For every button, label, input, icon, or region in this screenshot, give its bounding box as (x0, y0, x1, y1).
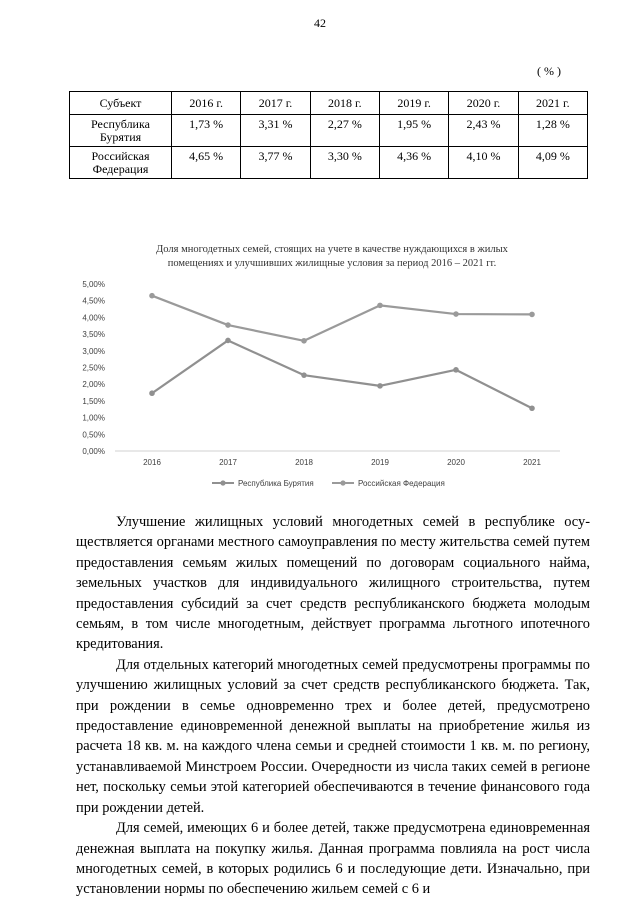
table-cell: 4,09 % (518, 147, 587, 179)
y-tick-label: 0,50% (82, 430, 105, 440)
y-tick-label: 3,50% (82, 330, 105, 340)
legend-marker (220, 480, 225, 485)
y-tick-label: 1,00% (82, 413, 105, 423)
table-cell: 4,10 % (449, 147, 518, 179)
data-point (453, 367, 459, 373)
table-cell: 3,30 % (310, 147, 379, 179)
data-point (149, 390, 155, 396)
table-header-cell: Субъект (70, 92, 172, 115)
data-point (377, 383, 383, 389)
table-row (70, 115, 588, 147)
data-point (225, 338, 231, 344)
data-point (225, 322, 231, 328)
x-tick-label: 2018 (295, 458, 313, 467)
x-tick-label: 2019 (371, 458, 389, 467)
paragraph: Для семей, имеющих 6 и более детей, также предусмотрена единовременная денежная выплата на покупку жилья. Данная программа повлияла на рост числа многодетных семей, в которых родились 6 и последующие дети. Изначально, при установлении нормы по обеспечению жильем семей с 6 и (76, 820, 590, 898)
table-cell: 4,65 % (172, 147, 241, 179)
x-tick-label: 2016 (143, 458, 161, 467)
data-point (149, 293, 155, 299)
table-cell: 3,77 % (241, 147, 310, 179)
data-table (69, 91, 588, 179)
y-tick-label: 5,00% (82, 280, 105, 289)
y-tick-label: 2,50% (82, 363, 105, 373)
legend-marker (340, 480, 345, 485)
table-cell-subject: Республика Бурятия (70, 115, 172, 147)
table-row (70, 147, 588, 179)
paragraph: Для отдельных категорий многодетных семей предусмотрены программы по улучшению жилищных условий за счет средств республиканского бюджета. Так, при рождении в семье одновременно трех и более детей, предусмотрено предоставление единовременной денежной выплаты на приобретение жилья из расчета 18 кв. м. на каждого члена семьи и средней стоимости 1 кв. м. по региону, устанавливаемой Минстроем России. Очередности из числа таких семей в регионе нет, поскольку семьи этой категорией обеспечиваются в течение финансового года при рождении детей. (76, 656, 590, 816)
series-line-1 (152, 340, 532, 408)
paragraph: Улучшение жилищных условий многодетных семей в республике осуществляется органами местного самоуправления по месту жительства семей путем предоставления семьям жилых помещений по договорам социального найма, земельных участков для индивидуального жилищного строительства, путем предоставления субсидий за счет средств республиканского бюджета молодым семьям, в том числе многодетным, действует программа льготного ипотечного кредитования. (76, 514, 590, 653)
x-tick-label: 2020 (447, 458, 465, 467)
y-tick-label: 0,00% (82, 447, 105, 456)
data-point (529, 312, 535, 318)
legend-label: Республика Бурятия (238, 479, 314, 488)
table-header-cell: 2018 г. (310, 92, 379, 115)
body-text (76, 512, 590, 900)
data-point (377, 303, 383, 309)
table-cell: 1,28 % (518, 115, 587, 147)
page-number: 42 (314, 16, 326, 30)
table-header-cell: 2019 г. (379, 92, 448, 115)
table-header-cell: 2021 г. (518, 92, 587, 115)
y-tick-label: 4,50% (82, 296, 105, 306)
chart-title-line1: Доля многодетных семей, стоящих на учете в качестве нуждающихся в жилых (156, 244, 508, 255)
y-tick-label: 2,00% (82, 380, 105, 390)
table-cell-subject: Российская Федерация (70, 147, 172, 179)
y-tick-label: 1,50% (82, 396, 105, 406)
y-tick-label: 4,00% (82, 313, 105, 323)
legend-label: Российская Федерация (358, 479, 445, 488)
table-cell: 1,95 % (379, 115, 448, 147)
table-header-cell: 2020 г. (449, 92, 518, 115)
unit-label: ( % ) (537, 64, 561, 78)
table-header-row (70, 92, 588, 115)
line-chart (70, 240, 590, 500)
data-point (529, 405, 535, 411)
data-point (301, 372, 307, 378)
table-cell: 2,27 % (310, 115, 379, 147)
chart-title-line2: помещениях и улучшивших жилищные условия за период 2016 – 2021 гг. (167, 258, 497, 269)
y-tick-label: 3,00% (82, 346, 105, 356)
table-cell: 4,36 % (379, 147, 448, 179)
data-point (301, 338, 307, 344)
table-cell: 3,31 % (241, 115, 310, 147)
table-header-cell: 2016 г. (172, 92, 241, 115)
table-cell: 1,73 % (172, 115, 241, 147)
x-tick-label: 2021 (523, 458, 541, 467)
table-header-cell: 2017 г. (241, 92, 310, 115)
series-line-2 (152, 296, 532, 341)
x-tick-label: 2017 (219, 458, 237, 467)
data-point (453, 311, 459, 317)
chart-svg (70, 240, 590, 500)
table-cell: 2,43 % (449, 115, 518, 147)
